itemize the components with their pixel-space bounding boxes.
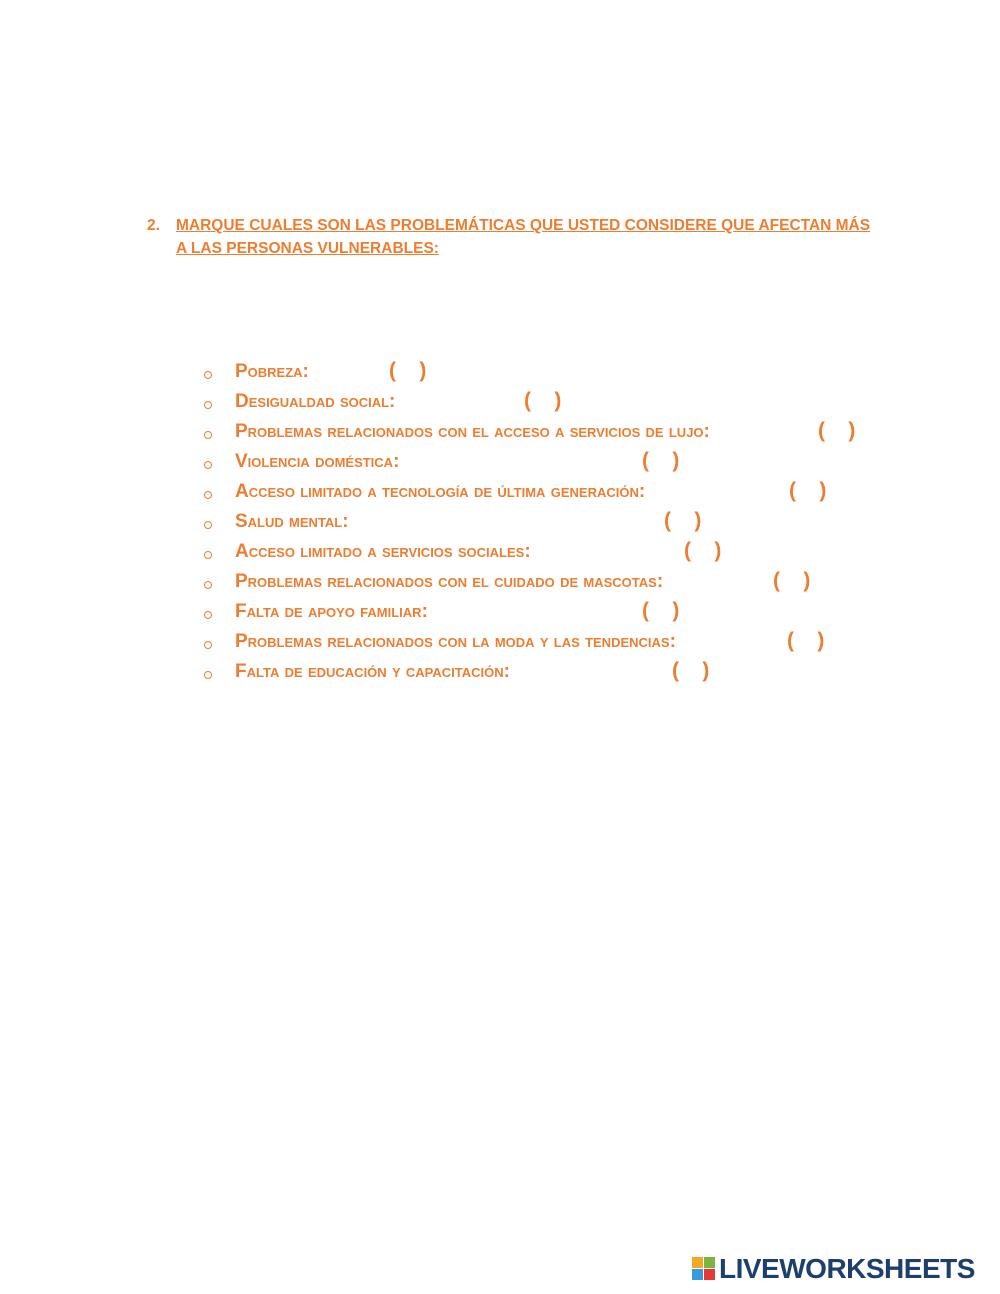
answer-blank[interactable]: ( ) xyxy=(672,659,710,682)
answer-blank[interactable]: ( ) xyxy=(787,629,825,652)
question-text: MARQUE CUALES SON LAS PROBLEMÁTICAS QUE USTED CONSIDERE QUE AFECTAN MÁS A LAS PERSONAS VULNERABLES: xyxy=(176,217,871,257)
option-label: Acceso limitado a servicios sociales: xyxy=(235,541,531,562)
answer-blank[interactable]: ( ) xyxy=(642,449,680,472)
answer-blank[interactable]: ( ) xyxy=(664,509,702,532)
circle-bullet-icon xyxy=(204,401,212,409)
circle-bullet-icon xyxy=(204,491,212,499)
option-label: Violencia doméstica: xyxy=(235,451,400,472)
logo-text: LIVEWORKSHEETS xyxy=(719,1253,975,1284)
option-label: Problemas relacionados con el cuidado de mascotas: xyxy=(235,571,664,592)
circle-bullet-icon xyxy=(204,371,212,379)
answer-blank[interactable]: ( ) xyxy=(524,389,562,412)
circle-bullet-icon xyxy=(204,581,212,589)
option-label: Problemas relacionados con la moda y las tendencias: xyxy=(235,631,676,652)
circle-bullet-icon xyxy=(204,521,212,529)
liveworksheets-logo-icon xyxy=(692,1257,716,1281)
answer-blank[interactable]: ( ) xyxy=(818,419,856,442)
option-label: Pobreza: xyxy=(235,361,309,382)
option-label: Salud mental: xyxy=(235,511,349,532)
answer-blank[interactable]: ( ) xyxy=(642,599,680,622)
option-label: Acceso limitado a tecnología de última generación: xyxy=(235,481,646,502)
answer-blank[interactable]: ( ) xyxy=(389,359,427,382)
circle-bullet-icon xyxy=(204,551,212,559)
liveworksheets-logo[interactable] xyxy=(692,1253,992,1285)
option-label: Falta de educación y capacitación: xyxy=(235,661,510,682)
circle-bullet-icon xyxy=(204,671,212,679)
question-number: 2. xyxy=(147,217,160,234)
circle-bullet-icon xyxy=(204,461,212,469)
answer-blank[interactable]: ( ) xyxy=(773,569,811,592)
option-label: Desigualdad social: xyxy=(235,391,396,412)
answer-blank[interactable]: ( ) xyxy=(789,479,827,502)
circle-bullet-icon xyxy=(204,611,212,619)
circle-bullet-icon xyxy=(204,431,212,439)
option-label: Falta de apoyo familiar: xyxy=(235,601,428,622)
circle-bullet-icon xyxy=(204,641,212,649)
option-label: Problemas relacionados con el acceso a servicios de lujo: xyxy=(235,421,710,442)
answer-blank[interactable]: ( ) xyxy=(684,539,722,562)
